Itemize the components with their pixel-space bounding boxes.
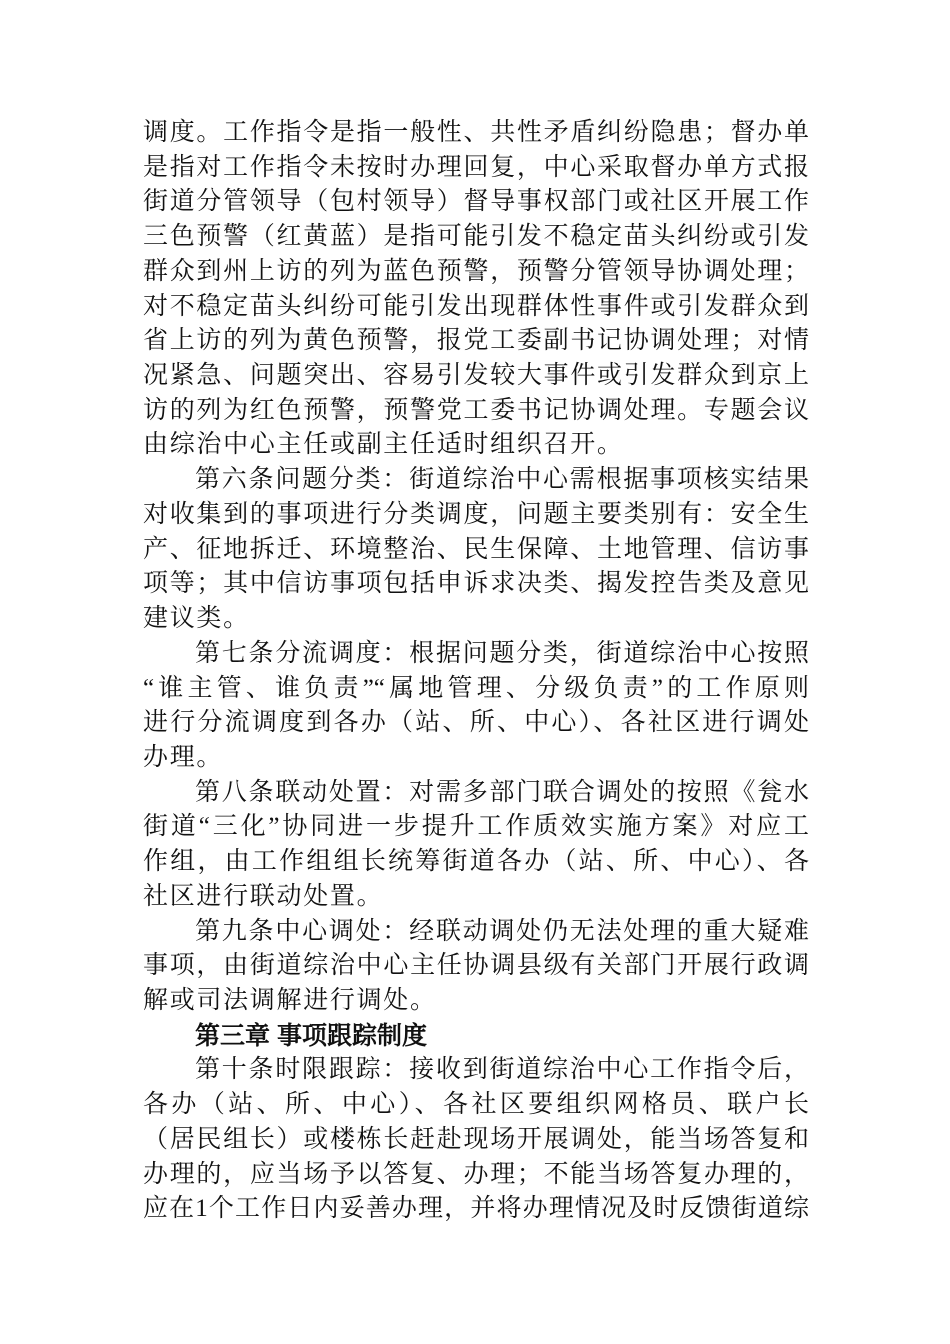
text-line: 是指对工作指令未按时办理回复，中心采取督办单方式报	[143, 153, 809, 181]
text-line: 第七条分流调度：根据问题分类，街道综治中心按照	[195, 639, 809, 667]
text-line: 各办（站、所、中心）、各社区要组织网格员、联户长	[143, 1091, 809, 1119]
text-line: 作组，由工作组组长统筹街道各办（站、所、中心）、各	[143, 848, 809, 876]
text-line: 第六条问题分类：街道综治中心需根据事项核实结果	[195, 466, 809, 494]
text-line: 进行分流调度到各办（站、所、中心）、各社区进行调处	[143, 709, 809, 737]
text-line: 三色预警（红黄蓝）是指可能引发不稳定苗头纠纷或引发	[143, 223, 809, 251]
text-line: 由综治中心主任或副主任适时组织召开。	[143, 431, 624, 459]
text-line: 街道分管领导（包村领导）督导事权部门或社区开展工作	[143, 188, 809, 216]
text-line: 办理。	[143, 743, 224, 771]
text-line: 社区进行联动处置。	[143, 882, 384, 910]
text-line: 况紧急、问题突出、容易引发较大事件或引发群众到京上	[143, 362, 809, 390]
document-text-block	[143, 116, 809, 1227]
text-line: 第十条时限跟踪：接收到街道综治中心工作指令后，	[195, 1056, 809, 1084]
text-line: 对不稳定苗头纠纷可能引发出现群体性事件或引发群众到	[143, 292, 809, 320]
text-line: “谁主管、谁负责”“属地管理、分级负责”的工作原则	[143, 674, 809, 702]
text-line: 省上访的列为黄色预警，报党工委副书记协调处理；对情	[143, 327, 809, 355]
text-line: 街道“三化”协同进一步提升工作质效实施方案》对应工	[143, 813, 809, 841]
text-line: 项等；其中信访事项包括申诉求决类、揭发控告类及意见	[143, 570, 809, 598]
text-line: 应在1个工作日内妥善办理，并将办理情况及时反馈街道综	[143, 1195, 809, 1223]
text-line: 群众到州上访的列为蓝色预警，预警分管领导协调处理；	[143, 257, 809, 285]
text-line: 第九条中心调处：经联动调处仍无法处理的重大疑难	[195, 917, 809, 945]
text-line: 调度。工作指令是指一般性、共性矛盾纠纷隐患；督办单	[143, 119, 809, 146]
chapter-heading: 第三章 事项跟踪制度	[195, 1021, 427, 1050]
text-line: 建议类。	[143, 605, 250, 633]
text-line: （居民组长）或楼栋长赶赴现场开展调处，能当场答复和	[143, 1125, 809, 1153]
text-line: 解或司法调解进行调处。	[143, 986, 437, 1014]
text-line: 对收集到的事项进行分类调度，问题主要类别有：安全生	[143, 500, 809, 528]
text-line: 办理的，应当场予以答复、办理；不能当场答复办理的，	[143, 1160, 809, 1188]
text-line: 产、征地拆迁、环境整治、民生保障、土地管理、信访事	[143, 535, 809, 563]
text-line: 事项，由街道综治中心主任协调县级有关部门开展行政调	[143, 952, 809, 980]
text-line: 第八条联动处置：对需多部门联合调处的按照《瓮水	[195, 778, 809, 806]
text-line: 访的列为红色预警，预警党工委书记协调处理。专题会议	[143, 396, 809, 424]
